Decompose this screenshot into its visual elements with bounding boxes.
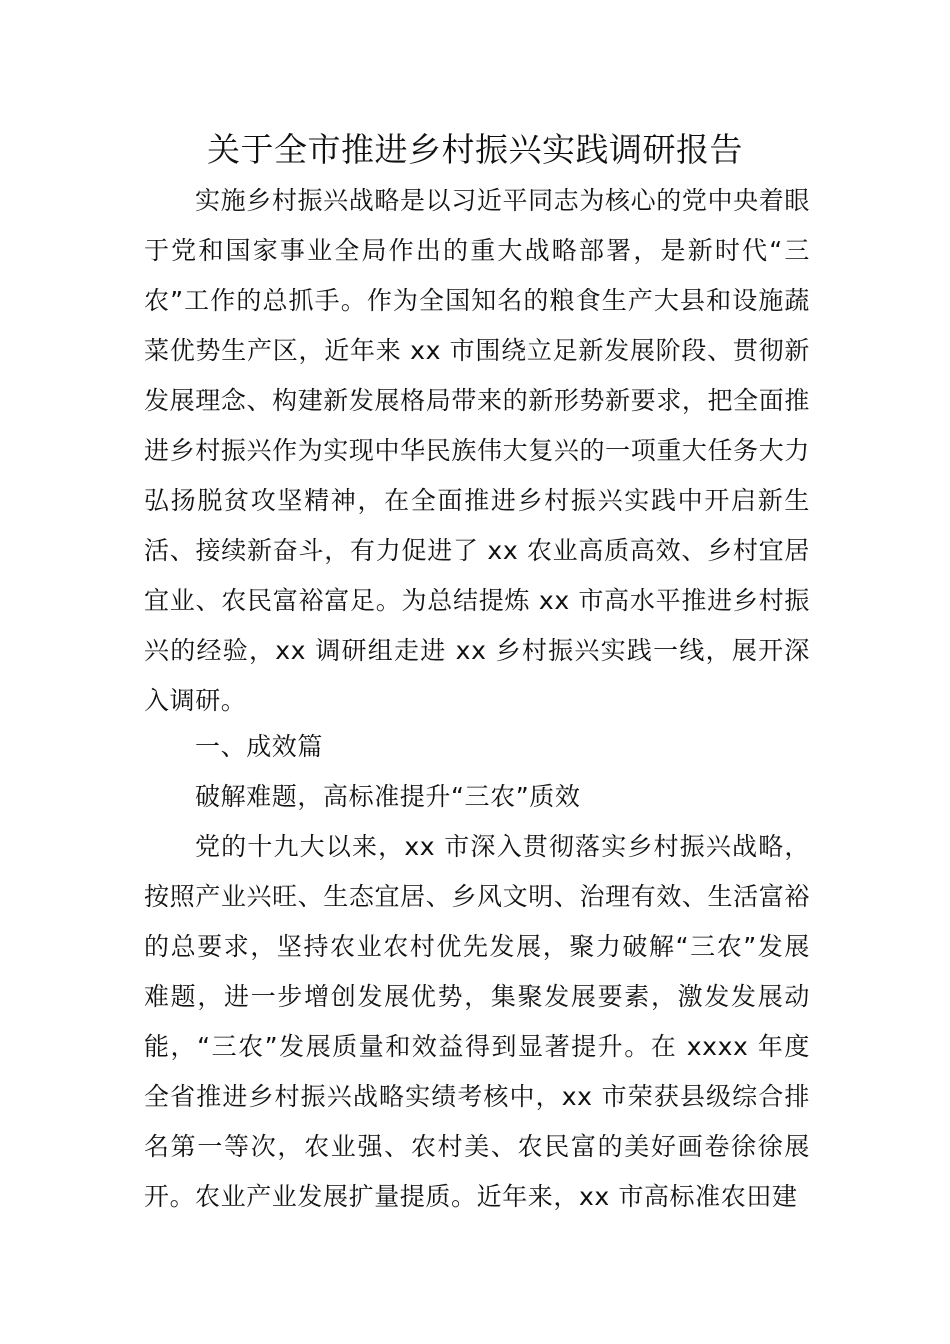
industry-paragraph: 农业产业发展扩量提质。近年来，xx 市高标准农田建 xyxy=(195,1182,798,1211)
achievements-paragraph: 党的十九大以来，xx 市深入贯彻落实乡村振兴战略，按照产业兴旺、生态宜居、乡风文明、治理有效、生活富裕的总要求，坚持农业农村优先发展，聚力破解“三农”发展难题，进一步增创发展优势，集聚发展要素，激发发展动能，“三农”发展质量和效益得到显著提升。在 xxxx 年度全省推进乡村振兴战略实绩考核中，xx 市荣获县级综合排名第一等次，农业强、农村美、农民富的美好画卷徐徐展开。 xyxy=(144,832,810,1211)
subheading: 破解难题，高标准提升“三农”质效 xyxy=(195,782,581,811)
section-heading: 一、成效篇 xyxy=(195,732,324,761)
document-title: 关于全市推进乡村振兴实践调研报告 xyxy=(207,130,743,169)
intro-paragraph: 实施乡村振兴战略是以习近平同志为核心的党中央着眼于党和国家事业全局作出的重大战略部署，是新时代“三农”工作的总抓手。作为全国知名的粮食生产大县和设施蔬菜优势生产区，近年来 xx 市围绕立足新发展阶段、贯彻新发展理念、构建新发展格局带来的新形势新要求，把全面推进乡村振兴作为实现中华民族伟大复兴的一项重大任务大力弘扬脱贫攻坚精神，在全面推进乡村振兴实践中开启新生活、接续新奋斗，有力促进了 xx 农业高质高效、乡村宜居宜业、农民富裕富足。为总结提炼 xx 市高水平推进乡村振兴的经验，xx 调研组走进 xx 乡村振兴实践一线，展开深入调研。 xyxy=(144,186,810,715)
